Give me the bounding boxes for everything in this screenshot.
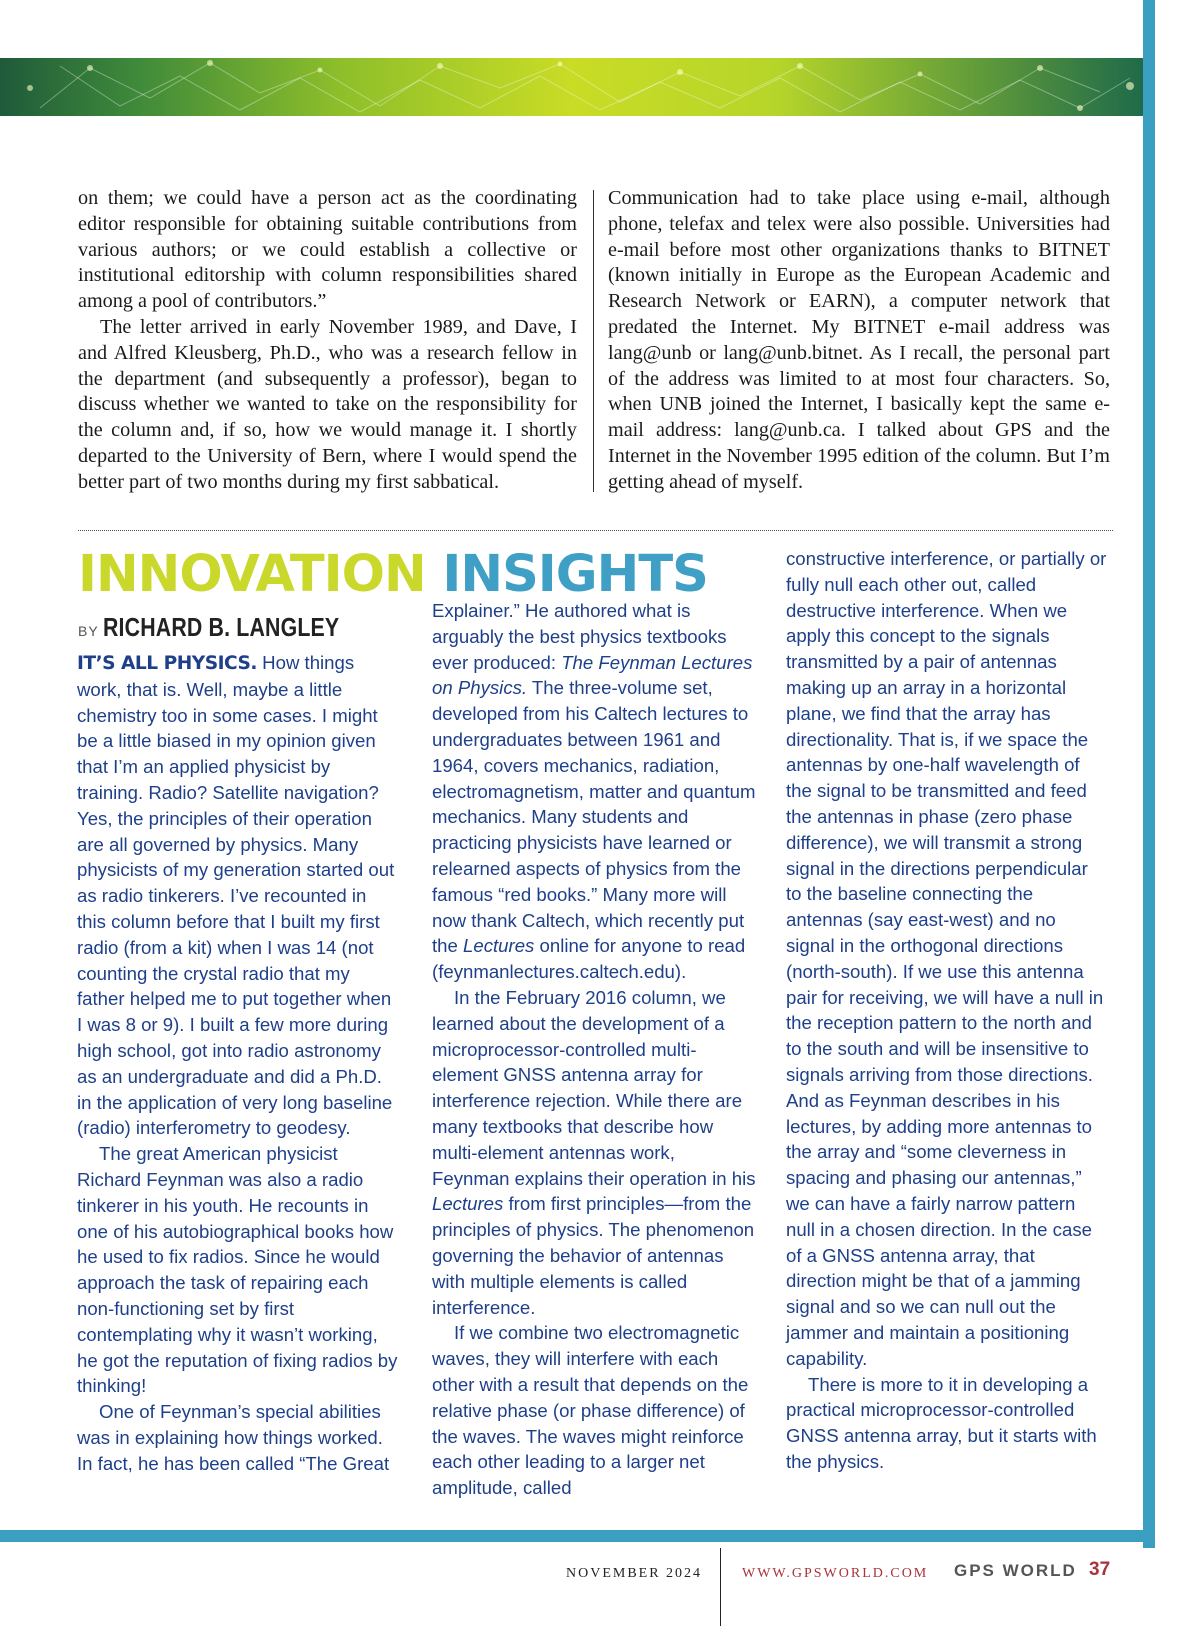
text-run: The three-volume set, developed from his Caltech lectures to undergraduates between 1961 and 1964, covers mechanics, radiation, electromagnetism, matter and quantum mechanics. Many students and practicing physicists have learned or relearned aspects of physics from the famous “red books.” Many more will now thank Caltech, which recently put the — [432, 677, 756, 957]
book-title: Lectures — [463, 935, 535, 957]
right-accent-bar — [1143, 0, 1155, 1548]
website-url: WWW.GPSWORLD.COM — [742, 1566, 929, 1581]
issue-date: NOVEMBER 2024 — [566, 1566, 703, 1581]
text-run: online for anyone to read (feynmanlectures.caltech.edu). — [432, 935, 746, 983]
headline-part-innovation: INNOVATION — [78, 545, 426, 604]
paragraph — [77, 650, 399, 1141]
insights-column-3 — [786, 546, 1108, 1475]
section-headline — [78, 546, 708, 604]
book-title: The Feynman Lectures on Physics. — [432, 651, 753, 699]
paragraph: on them; we could have a person act as the coordinating editor responsible for obtaining suitable contributions from various authors; or we could establish a collective or institutional editorship with column responsibilities shared among a pool of contributors.” — [78, 187, 577, 313]
author-name: RICHARD B. LANGLEY — [103, 612, 340, 642]
header-banner — [0, 58, 1143, 116]
text-run: In the February 2016 column, we learned about the development of a microprocessor-controlled multi-element GNSS antenna array for interference rejection. While there are many textbooks that describe how multi-element antennas work, Feynman explains their operation in his — [432, 986, 756, 1189]
paragraph — [432, 598, 756, 985]
magazine-name: GPS WORLD — [954, 1561, 1077, 1580]
byline-prefix: BY — [78, 623, 99, 639]
insights-column-2 — [432, 598, 756, 1501]
column-divider — [593, 190, 594, 492]
paragraph: The great American physicist Richard Feynman was also a radio tinkerer in his youth. He recounts in one of his autobiographical books how he used to fix radios. Since he would approach the task of repairing each non-functioning set by first contemplating why it wasn’t working, he got the reputation of fixing radios by thinking! — [77, 1143, 398, 1397]
paragraph: One of Feynman’s special abilities was in explaining how things worked. In fact, he has been called “The Great — [77, 1401, 390, 1474]
paragraph: Communication had to take place using e-mail, although phone, telefax and telex were also possible. Universities had e-mail before most other organizations thanks to BITNET (known initially in Europe as the European Academic and Research Network or EARN), a computer network that predated the Internet. My BITNET e-mail address was lang@unb or lang@unb.bitnet. As I recall, the personal part of the address was limited to at most four characters. So, when UNB joined the Internet, I basically kept the same e-mail address: lang@unb.ca. I talked about GPS and the Internet in the November 1995 edition of the column. But I’m getting ahead of myself. — [608, 187, 1110, 493]
paragraph-text: How things work, that is. Well, maybe a little chemistry too in some cases. I might be a little biased in my opinion given that I’m an applied physicist by training. Radio? Satellite navigation? Yes, the principles of their operation are all governed by physics. Many physicists of my generation started out as radio tinkerers. I’ve recounted in this column before that I built my first radio (from a kit) when I was 14 (not counting the crystal radio that my father helped me to put together when I was 8 or 9). I built a few more during high school, got into radio astronomy as an undergraduate and did a Ph.D. in the application of very long baseline (radio) interferometry to geodesy. — [77, 652, 395, 1139]
network-pattern-graphic — [0, 58, 1143, 116]
headline-part-insights: INSIGHTS — [442, 545, 708, 604]
section-divider — [78, 530, 1113, 531]
insights-column-1 — [77, 650, 399, 1477]
paragraph — [432, 985, 756, 1320]
top-left-column — [78, 186, 577, 496]
paragraph: constructive interference, or partially or fully null each other out, called destructive interference. When we apply this concept to the signals transmitted by a pair of antennas making up an array in a horizontal plane, we find that the array has directionality. That is, if we space the antennas by one-half wavelength of the signal to be transmitted and feed the antennas in phase (zero phase difference), we will transmit a strong signal in the directions perpendicular to the baseline connecting the antennas (say east-west) and no signal in the orthogonal directions (north-south). If we use this antenna pair for receiving, we will have a null in the reception pattern to the north and to the south and will be insensitive to signals arriving from those directions. And as Feynman describes in his lectures, by adding more antennas to the array and “some cleverness in spacing and phasing our antennas,” we can have a fairly narrow pattern null in a chosen direction. In the case of a GNSS antenna array, that direction might be that of a jamming signal and so we can null out the jammer and maintain a positioning capability. — [786, 548, 1107, 1369]
top-right-column — [608, 186, 1110, 496]
paragraph: If we combine two electromagnetic waves, they will interfere with each other with a result that depends on the relative phase (or phase difference) of the waves. The waves might reinforce each other leading to a larger net amplitude, called — [432, 1322, 749, 1499]
page-number: 37 — [1089, 1559, 1111, 1580]
text-run: Explainer.” He authored what is arguably the best physics textbooks ever produced: — [432, 600, 727, 673]
bottom-accent-bar — [0, 1530, 1155, 1542]
paragraph: There is more to it in developing a practical microprocessor-controlled GNSS antenna array, but it starts with the physics. — [786, 1373, 1097, 1472]
byline — [78, 612, 391, 643]
lead-in: IT’S ALL PHYSICS. — [77, 653, 257, 674]
paragraph: The letter arrived in early November 1989, and Dave, I and Alfred Kleusberg, Ph.D., who was a research fellow in the department (and subsequently a professor), began to discuss whether we wanted to take on the responsibility for the column and, if so, how we would manage it. I shortly departed to the University of Bern, where I would spend the better part of two months during my first sabbatical. — [78, 315, 577, 493]
footer-divider — [720, 1548, 721, 1626]
text-run: from first principles—from the principles of physics. The phenomenon governing the behavior of antennas with multiple elements is called interference. — [432, 1193, 755, 1318]
book-title: Lectures — [432, 1193, 504, 1215]
